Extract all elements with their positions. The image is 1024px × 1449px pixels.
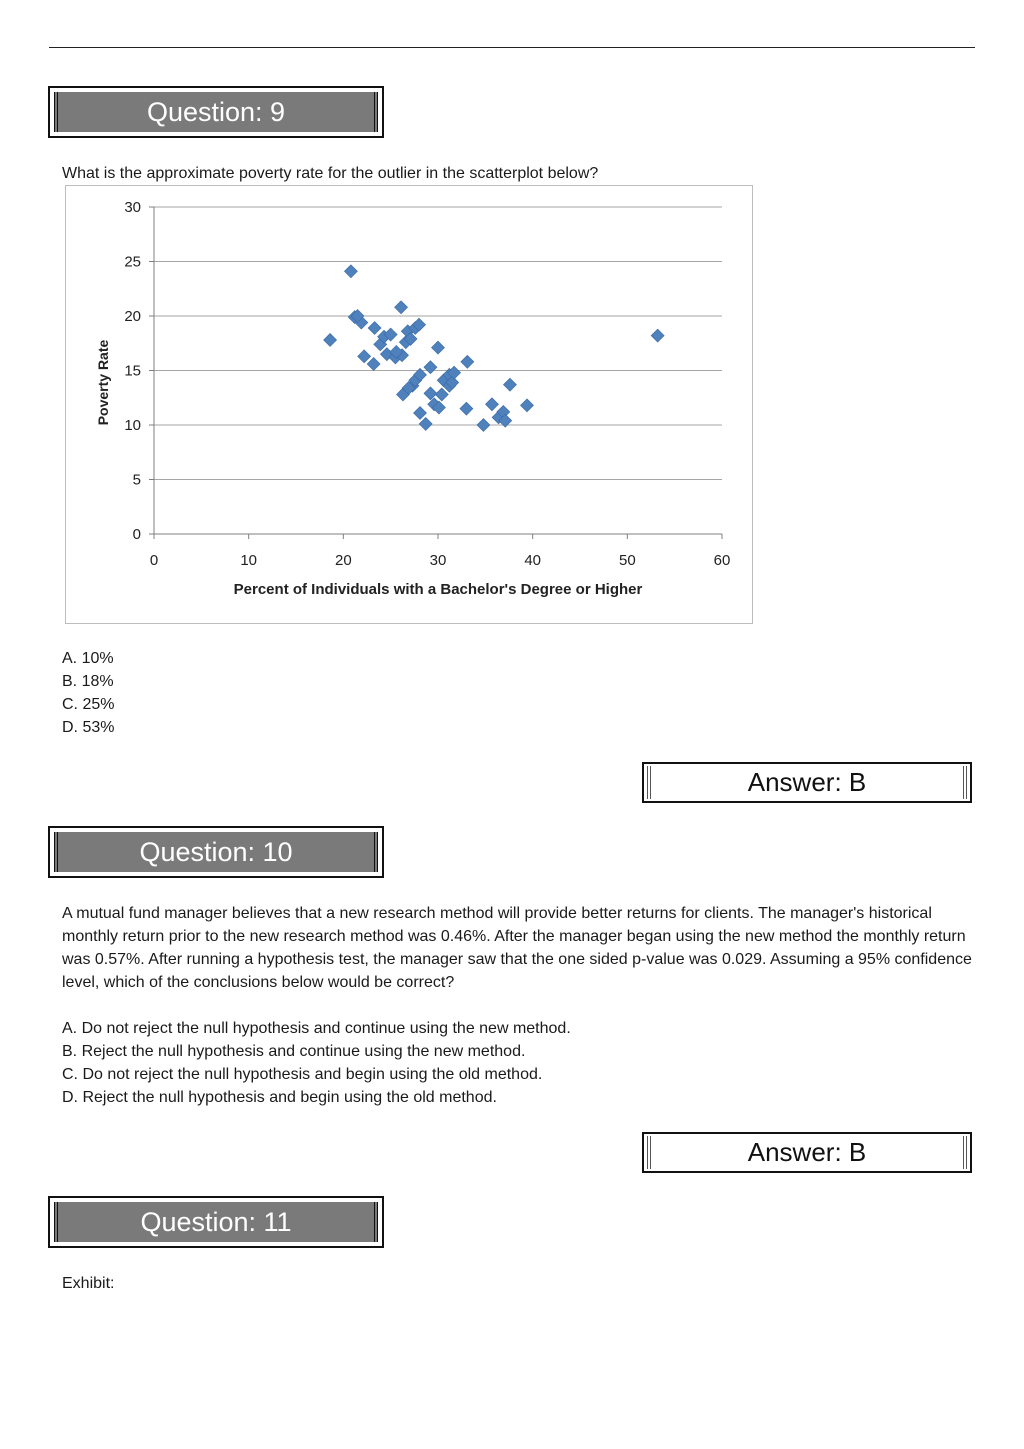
question-9-answer: Answer: B	[747, 767, 867, 797]
data-point	[419, 417, 432, 430]
question-10-option-c[interactable]: C. Do not reject the null hypothesis and begin using the old method.	[62, 1066, 543, 1083]
scatter-chart	[65, 185, 753, 624]
question-10-option-b[interactable]: B. Reject the null hypothesis and continue using the new method.	[62, 1043, 526, 1060]
question-9-option-c[interactable]: C. 25%	[62, 696, 115, 713]
question-10-option-d[interactable]: D. Reject the null hypothesis and begin using the old method.	[62, 1089, 497, 1106]
question-9-option-d[interactable]: D. 53%	[62, 719, 115, 736]
y-tick-label: 5	[132, 471, 141, 489]
question-9-answer-box	[642, 762, 972, 803]
data-point	[651, 329, 664, 342]
question-10-prompt: A mutual fund manager believes that a new research method will provide better returns for clients. The manager's historical monthly return prior to the new research method was 0.46%. After the manager began using the new method the monthly return was 0.57%. After running a hypothesis test, the manager saw that the one sided p-value was 0.029. Assuming a 95% confidence level, which of the conclusions below would be correct?	[62, 905, 972, 991]
data-point	[485, 398, 498, 411]
question-10-answer-box	[642, 1132, 972, 1173]
question-9-options	[62, 647, 114, 739]
question-9-prompt: What is the approximate poverty rate for the outlier in the scatterplot below?	[62, 165, 599, 182]
y-tick-label: 30	[124, 199, 141, 216]
data-point	[461, 355, 474, 368]
y-tick-label: 20	[124, 308, 141, 325]
data-point	[344, 265, 357, 278]
y-tick-label: 0	[132, 526, 141, 543]
data-point	[368, 321, 381, 334]
header-rule	[49, 47, 975, 48]
y-tick-label: 25	[124, 253, 141, 271]
question-9-option-b[interactable]: B. 18%	[62, 673, 114, 690]
question-10-header	[48, 826, 384, 878]
y-axis-title: Poverty Rate	[95, 339, 111, 426]
question-10-title: Question: 10	[139, 836, 293, 867]
question-9-option-a[interactable]: A. 10%	[62, 650, 114, 667]
data-point	[424, 387, 437, 400]
question-11-title: Question: 11	[140, 1206, 292, 1237]
data-point	[435, 388, 448, 401]
data-point	[520, 399, 533, 412]
question-10-options	[62, 1017, 571, 1109]
x-tick-label: 0	[149, 552, 159, 569]
y-tick-label: 15	[124, 362, 141, 380]
question-9-title: Question: 9	[146, 96, 286, 127]
data-point	[424, 361, 437, 374]
question-11-prompt: Exhibit:	[62, 1275, 115, 1292]
scatter-plot-svg	[66, 186, 754, 625]
x-axis-title: Percent of Individuals with a Bachelor's Degree or Higher	[233, 581, 643, 598]
data-point	[503, 378, 516, 391]
x-tick-label: 10	[240, 552, 258, 569]
question-10-option-a[interactable]: A. Do not reject the null hypothesis and continue using the new method.	[62, 1020, 571, 1037]
question-11-header	[48, 1196, 384, 1248]
x-tick-label: 20	[334, 552, 352, 569]
data-point	[395, 301, 408, 314]
question-9-header	[48, 86, 384, 138]
x-tick-label: 50	[618, 552, 636, 569]
data-point	[358, 350, 371, 363]
data-point	[477, 419, 490, 432]
data-point	[460, 402, 473, 415]
question-10-answer: Answer: B	[747, 1137, 867, 1167]
data-point	[432, 341, 445, 354]
x-tick-label: 40	[524, 552, 542, 569]
y-tick-label: 10	[124, 417, 141, 434]
data-point	[414, 407, 427, 420]
data-point	[367, 357, 380, 370]
x-tick-label: 30	[429, 552, 447, 569]
data-point	[324, 333, 337, 346]
x-tick-label: 60	[713, 552, 731, 569]
